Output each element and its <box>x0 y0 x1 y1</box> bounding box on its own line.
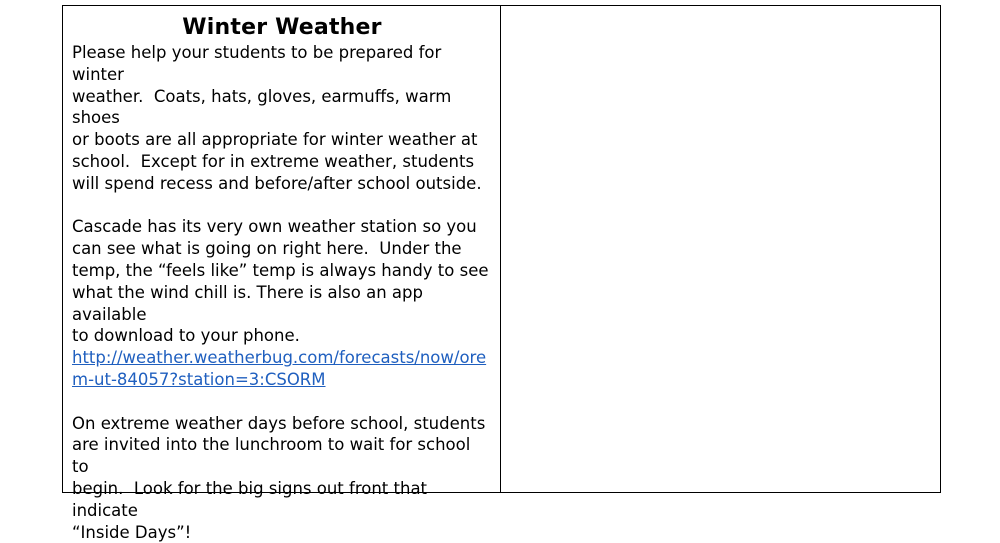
paragraph-preparation: Please help your students to be prepared for winter weather. Coats, hats, gloves, earmuffs, warm shoes or boots are all appropriate for winter weather at school. Except for in extreme weather, students will spend recess and before/after school outside. <box>72 43 482 193</box>
weatherbug-link[interactable]: http://weather.weatherbug.com/forecasts/now/ore m-ut-84057?station=3:CSORM <box>72 348 487 389</box>
empty-cell <box>501 6 940 492</box>
section-title: Winter Weather <box>182 15 382 40</box>
paragraph-inside-days: On extreme weather days before school, students are invited into the lunchroom to wait for school to begin. Look for the big signs out front that indicate “Inside Days”! <box>72 413 486 542</box>
two-column-table <box>62 5 941 542</box>
winter-weather-cell <box>63 6 501 542</box>
weather-station-text: Cascade has its very own weather station so you can see what is going on right here. Under the temp, the “feels like” temp is always handy to see what the wind chill is. There is also an app available to download to your phone. <box>72 217 489 346</box>
paragraph-weather-station <box>72 216 492 390</box>
